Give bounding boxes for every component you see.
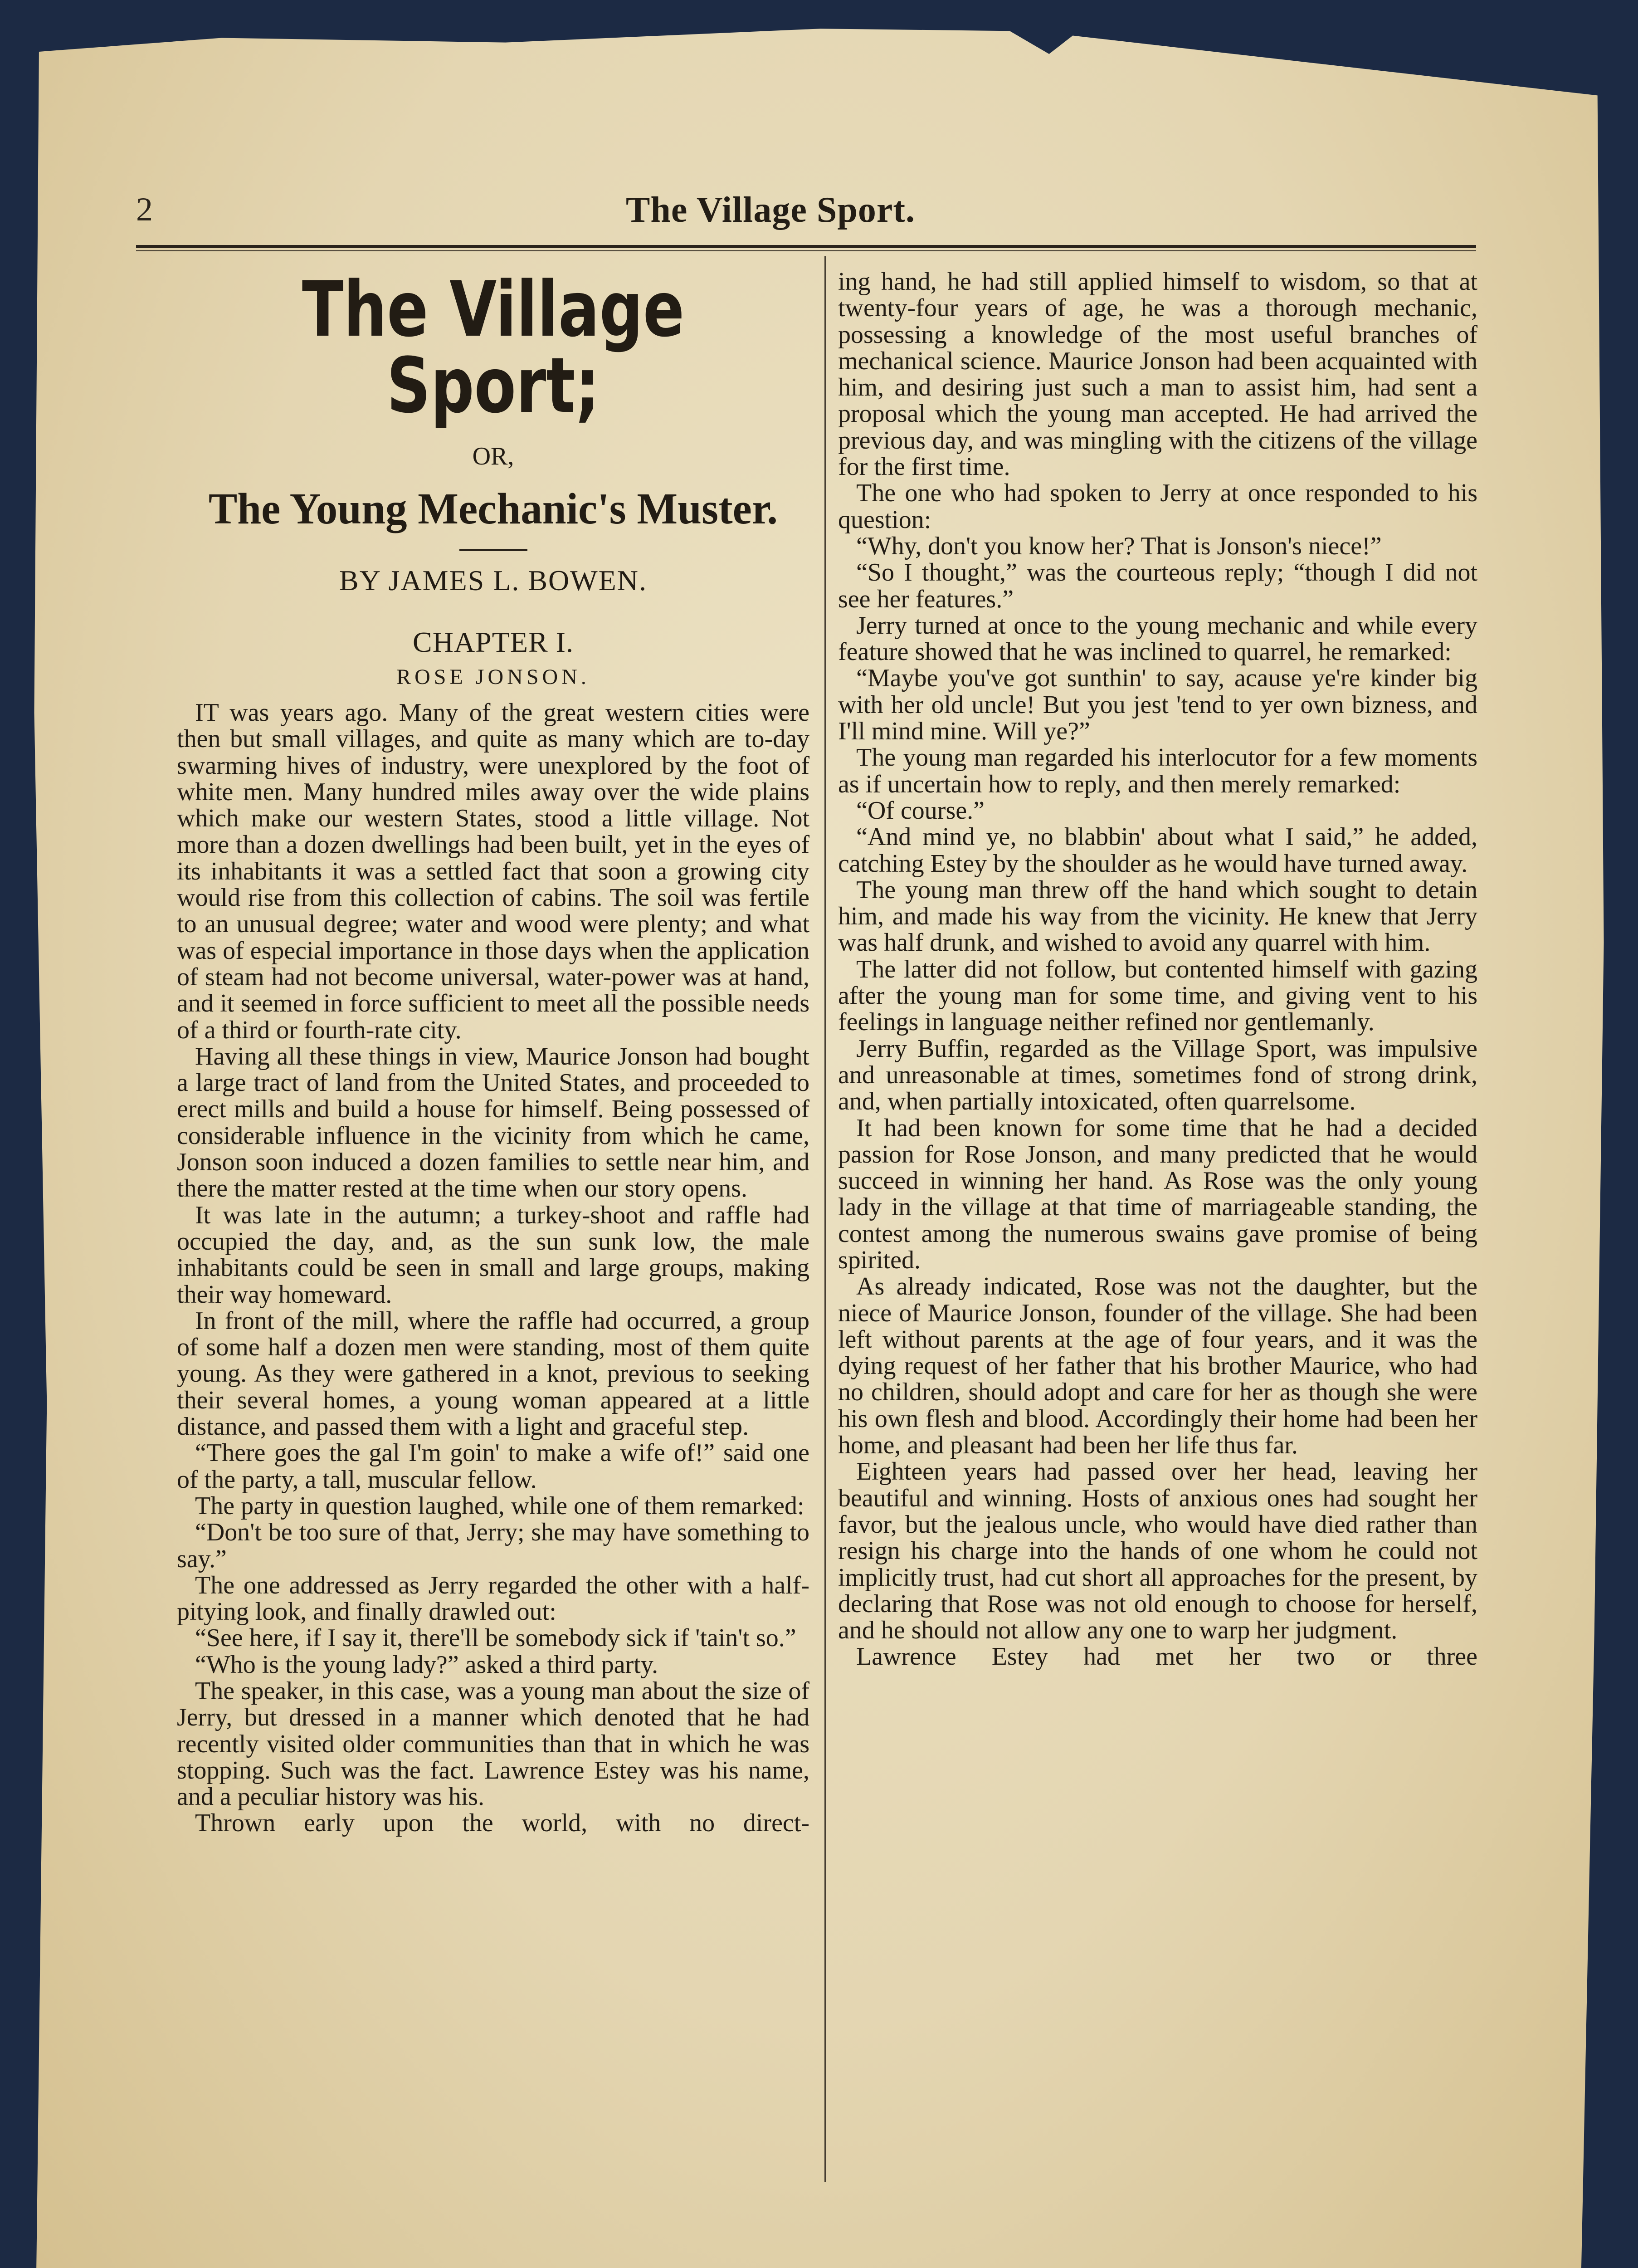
paragraph: Thrown early upon the world, with no direct- <box>195 1809 809 1838</box>
paragraph: Jerry Buffin, regarded as the Village Sport, was impulsive and unreasonable at times, sometimes fond of strong drink, and, when partially intoxicated, often quarrelsome. <box>838 1034 1477 1116</box>
paragraph: ing hand, he had still applied himself to wisdom, so that at twenty-four years of age, he was a thorough mechanic, possessing a knowledge of the most useful branches of mechanical science. Maurice Jonson had been acquainted with him, and desiring just such a man to assist him, had sent a proposal which the young man accepted. He had arrived the previous day, and was mingling with the citizens of the village for the first time. <box>838 268 1477 481</box>
paragraph: The young man threw off the hand which sought to detain him, and made his way from the vicinity. He knew that Jerry was half drunk, and wished to avoid any quarrel with him. <box>838 875 1477 957</box>
paragraph: “See here, if I say it, there'll be somebody sick if 'tain't so.” <box>195 1624 796 1652</box>
chapter-title: ROSE JONSON. <box>396 665 590 689</box>
paragraph: Eighteen years had passed over her head, leaving her beautiful and winning. Hosts of anxious ones had sought her favor, but the jealous uncle, who would have died rather than resign his charge into the hands of one whom he could not implicitly trust, had cut short all approaches for the present, by declaring that Rose was not old enough to choose for herself, and he should not allow any one to warp her judgment. <box>838 1457 1477 1645</box>
story-subtitle: The Young Mechanic's Muster. <box>208 484 778 533</box>
paragraph: It had been known for some time that he had a decided passion for Rose Jonson, and many predicted that he would succeed in winning her hand. As Rose was the only young lady in the village at that time of marriageable standing, the contest among the numerous swains gave promise of being spirited. <box>838 1114 1477 1274</box>
column-divider <box>824 256 826 2182</box>
chapter-heading: CHAPTER I. <box>413 626 574 658</box>
running-head: The Village Sport. <box>626 190 916 230</box>
paragraph: Having all these things in view, Maurice Jonson had bought a large tract of land from the United States, and proceeded to erect mills and build a house for himself. Being possessed of considerable influence in the vicinity from which he came, Jonson soon induced a dozen families to settle near him, and there the matter rested at the time when our story opens. <box>177 1042 809 1203</box>
paragraph: “Don't be too sure of that, Jerry; she may have something to say.” <box>177 1518 809 1573</box>
page-number: 2 <box>136 191 153 228</box>
paragraph: IT was years ago. Many of the great western cities were then but small villages, and quite as many which are to-day swarming hives of industry, were unexplored by the foot of white men. Many hundred miles away over the wide plains which make our western States, stood a little village. Not more than a dozen dwellings had been built, yet in the eyes of its inhabitants it was a settled fact that soon a growing city would rise from this collection of cabins. The soil was fertile to an unusual degree; water and wood were plenty; and what was of especial importance in those days when the application of steam had not become universal, water-power was at hand, and it seemed in force sufficient to meet all the possible needs of a third or fourth-rate city. <box>177 699 809 1044</box>
paragraph: As already indicated, Rose was not the daughter, but the niece of Maurice Jonson, founder of the village. She had been left without parents at the age of four years, and it was the dying request of her father that his brother Maurice, who had no children, should adopt and care for her as though she were his own flesh and blood. Accordingly their home had been her home, and pleasant had been her life thus far. <box>838 1272 1477 1460</box>
subtitle-connector: OR, <box>472 442 514 470</box>
header-rule <box>136 245 1476 251</box>
paragraph: “Maybe you've got sunthin' to say, acause ye're kinder big with her old uncle! But you jest 'tend to yer own bizness, and I'll mind mine. Will ye?” <box>838 664 1477 746</box>
paragraph: The one addressed as Jerry regarded the other with a half-pitying look, and finally drawled out: <box>177 1571 809 1626</box>
right-column <box>838 269 1477 1670</box>
paragraph: In front of the mill, where the raffle had occurred, a group of some half a dozen men were standing, most of them quite young. As they were gathered in a knot, previous to seeking their several homes, a young woman appeared at a little distance, and passed them with a light and graceful step. <box>177 1306 809 1441</box>
paragraph: “Who is the young lady?” asked a third party. <box>195 1650 658 1679</box>
paragraph: “So I thought,” was the courteous reply; “though I did not see her features.” <box>838 558 1477 613</box>
paragraph: The one who had spoken to Jerry at once responded to his question: <box>838 479 1477 534</box>
paragraph: Jerry turned at once to the young mechanic and while every feature showed that he was inclined to quarrel, he remarked: <box>838 611 1477 666</box>
paragraph: Lawrence Estey had met her two or three <box>856 1642 1477 1671</box>
byline: BY JAMES L. BOWEN. <box>339 564 647 596</box>
story-title: The Village Sport; <box>302 265 685 430</box>
paragraph: “Why, don't you know her? That is Jonson's niece!” <box>856 532 1382 560</box>
paragraph: The party in question laughed, while one of them remarked: <box>195 1491 804 1520</box>
paragraph: The speaker, in this case, was a young man about the size of Jerry, but dressed in a manner which denoted that he had recently visited older communities than that in which he was stopping. Such was the fact. Lawrence Estey was his name, and a peculiar history was his. <box>177 1677 809 1811</box>
paragraph: The latter did not follow, but contented himself with gazing after the young man for some time, and giving vent to his feelings in language neither refined nor gentlemanly. <box>838 955 1477 1036</box>
paragraph: It was late in the autumn; a turkey-shoot and raffle had occupied the day, and, as the sun sunk low, the male inhabitants could be seen in small and large groups, making their way homeward. <box>177 1201 809 1309</box>
paragraph: “And mind ye, no blabbin' about what I said,” he added, catching Estey by the shoulder as he would have turned away. <box>838 823 1477 878</box>
title-rule <box>459 549 527 551</box>
paragraph: “Of course.” <box>856 796 985 825</box>
paragraph: “There goes the gal I'm goin' to make a wife of!” said one of the party, a tall, muscular fellow. <box>177 1439 809 1494</box>
paragraph: The young man regarded his interlocutor for a few moments as if uncertain how to reply, and then merely remarked: <box>838 743 1477 798</box>
left-column <box>177 265 809 1838</box>
